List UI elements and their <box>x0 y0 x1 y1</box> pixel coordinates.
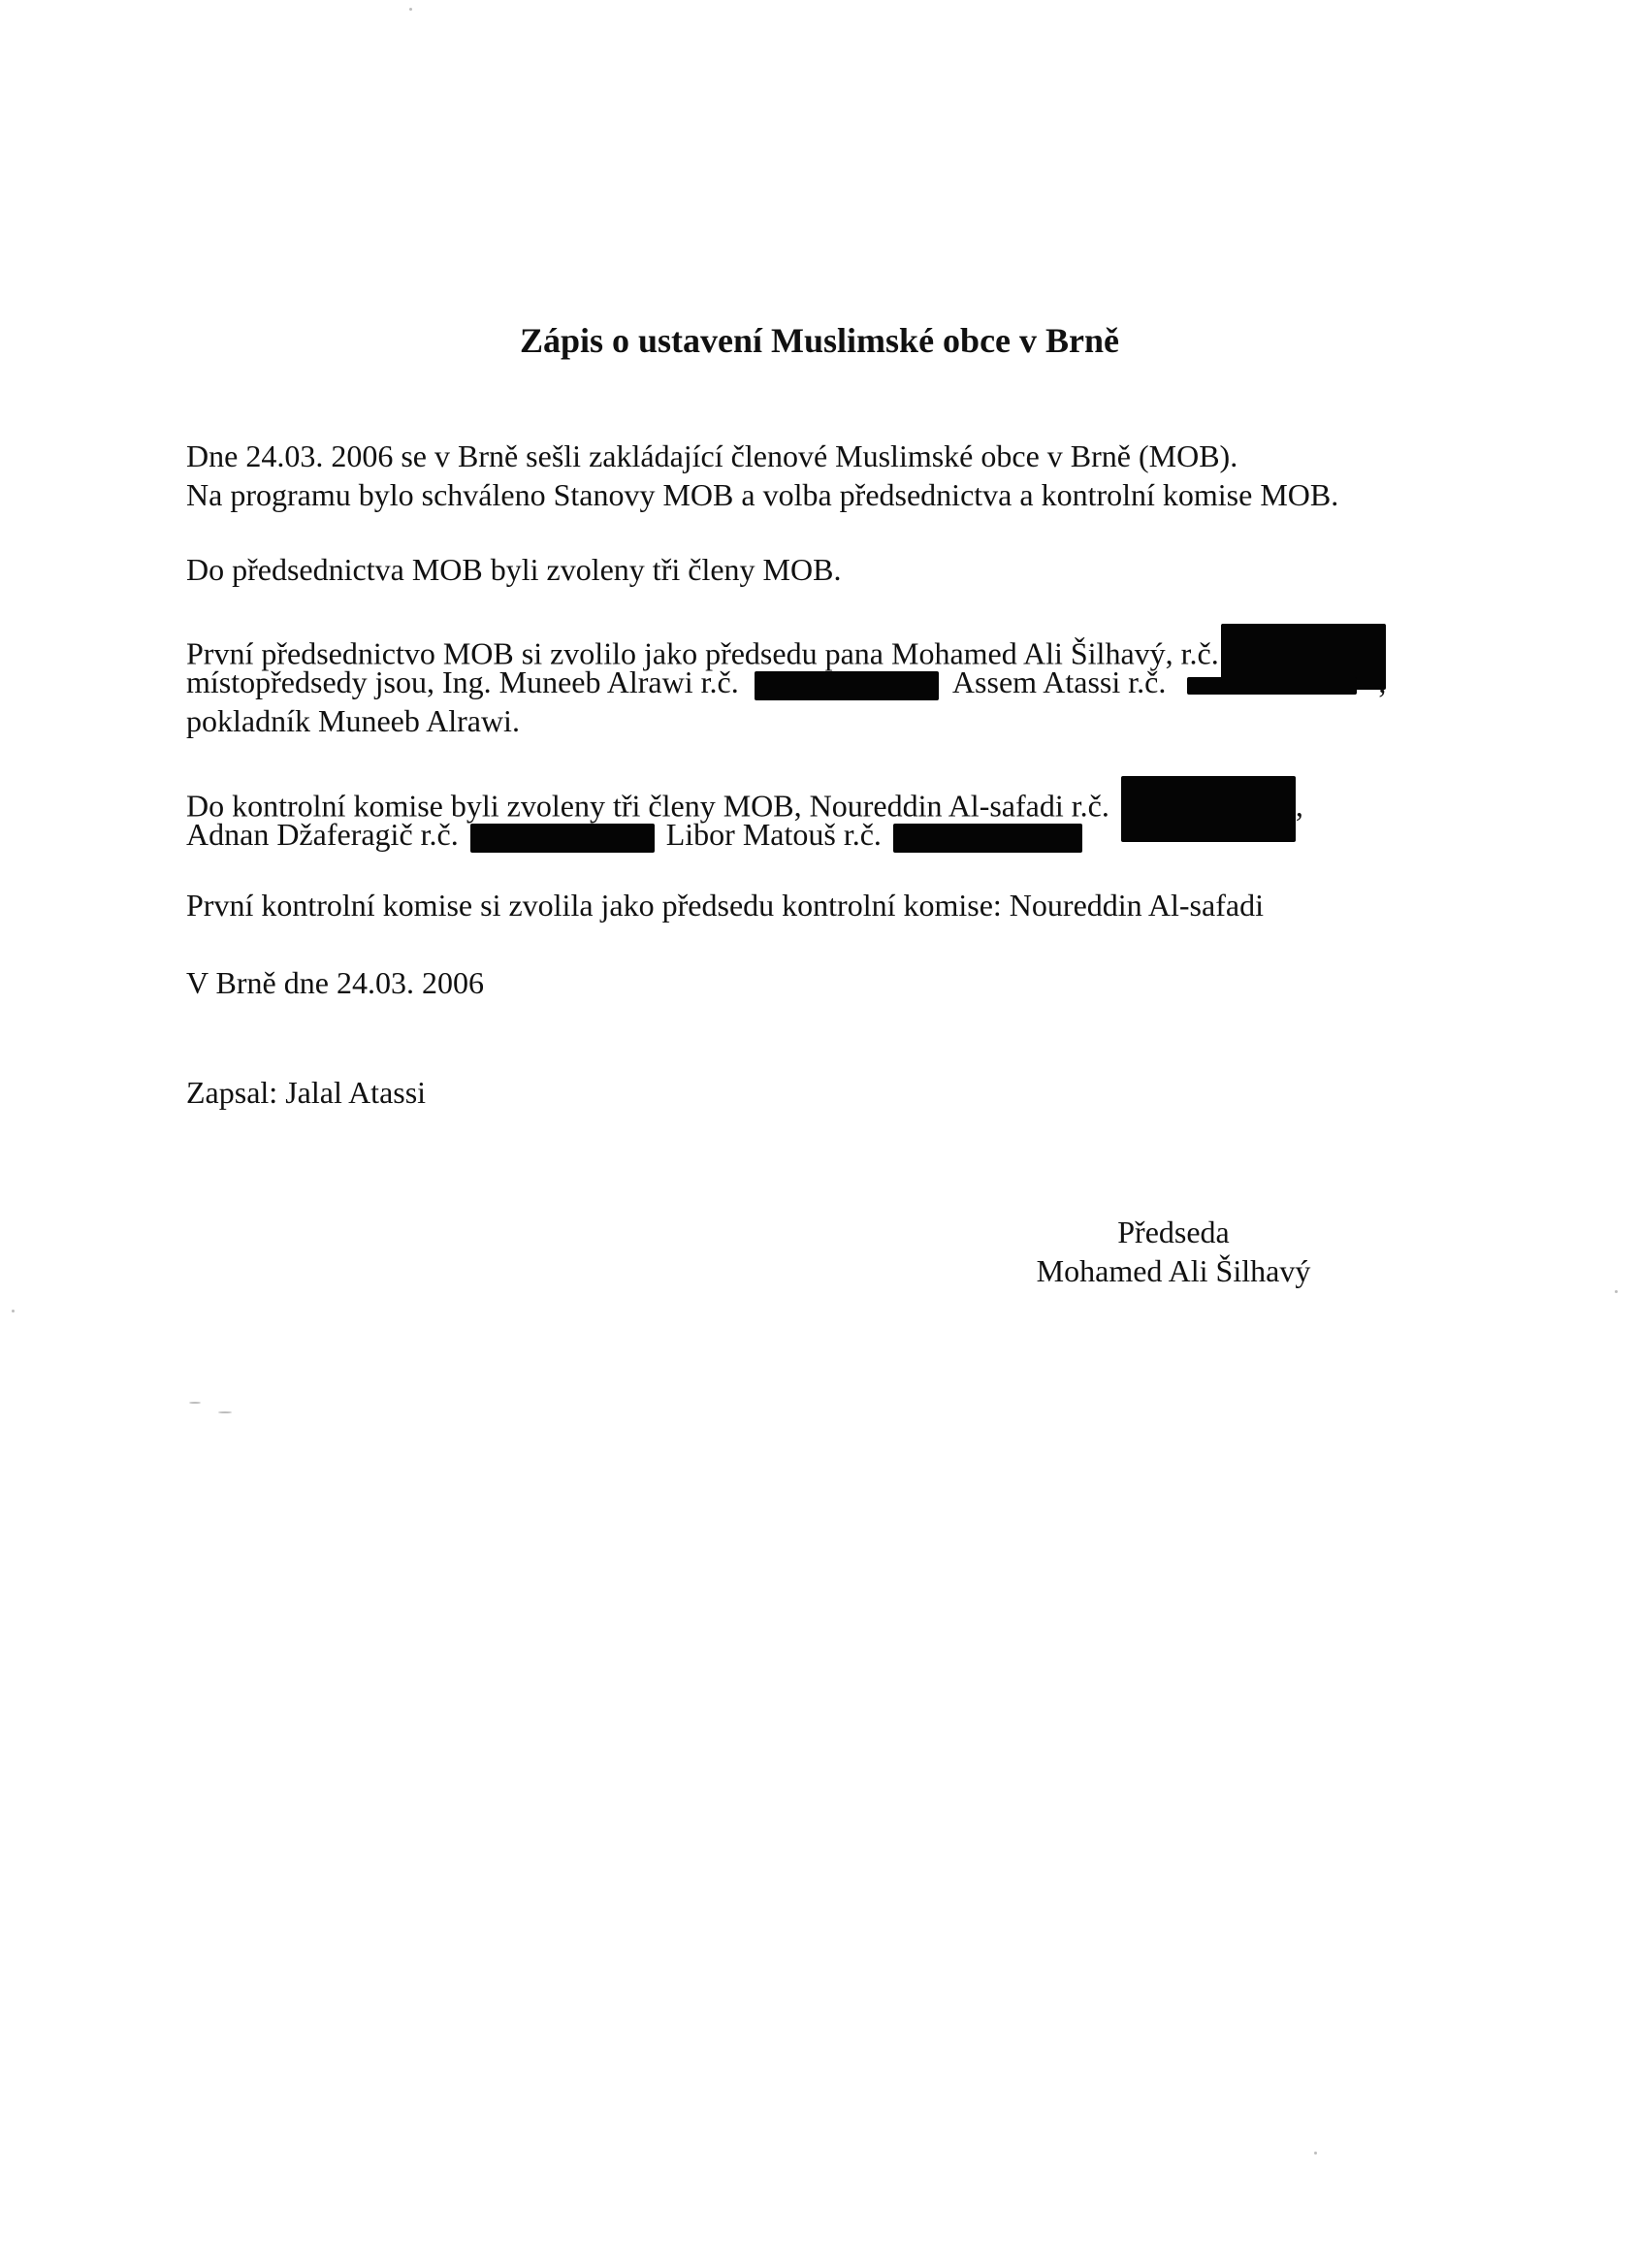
scan-speck <box>218 1411 232 1413</box>
paragraph-presidium: Do předsednictva MOB byli zvoleny tři členy MOB. <box>186 552 842 587</box>
comma: , <box>1378 664 1387 699</box>
dzaferagic-text: Adnan Džaferagič r.č. <box>186 817 459 852</box>
redacted-id-alrawi <box>755 671 939 700</box>
signature-block <box>970 1213 1377 1290</box>
scan-speck <box>12 1310 15 1312</box>
control-committee-text: Do kontrolní komise byli zvoleny tři členy MOB, Noureddin Al-safadi r.č. <box>186 788 1109 824</box>
vice-chair-text: místopředsedy jsou, Ing. Muneeb Alrawi r.č. <box>186 664 739 699</box>
redacted-id-safadi <box>1121 776 1296 842</box>
chairman-text: První předsednictvo MOB si zvolilo jako předsedu pana Mohamed Ali Šilhavý, r.č. <box>186 635 1219 671</box>
paragraph-intro-line-2: Na programu bylo schváleno Stanovy MOB a volba předsednictva a kontrolní komise MOB. <box>186 477 1339 512</box>
place-and-date: V Brně dne 24.03. 2006 <box>186 965 484 1000</box>
vice-chair-atassi-text: Assem Atassi r.č. <box>951 664 1167 699</box>
paragraph-intro-line-1: Dne 24.03. 2006 se v Brně sešli zakládající členové Muslimské obce v Brně (MOB). <box>186 438 1238 473</box>
comma: , <box>1295 788 1303 824</box>
signature-role: Předseda <box>1117 1215 1230 1249</box>
scan-speck <box>1314 2152 1317 2155</box>
scan-speck <box>1615 1290 1618 1293</box>
paragraph-control-committee-line-2 <box>186 815 1082 854</box>
paragraph-control-chair: První kontrolní komise si zvolila jako předsedu kontrolní komise: Noureddin Al-safadi <box>186 888 1264 923</box>
redacted-id-dzaferagic <box>470 824 655 853</box>
signature-name: Mohamed Ali Šilhavý <box>1036 1253 1311 1288</box>
paragraph-treasurer-line: pokladník Muneeb Alrawi. <box>186 703 520 738</box>
document-title: Zápis o ustavení Muslimské obce v Brně <box>519 321 1120 360</box>
scan-speck <box>189 1402 201 1404</box>
redacted-id-atassi <box>1187 677 1357 695</box>
paragraph-vice-chairs-line <box>186 663 1386 701</box>
redacted-id-matous <box>893 824 1082 853</box>
matous-text: Libor Matouš r.č. <box>665 817 882 852</box>
recorded-by: Zapsal: Jalal Atassi <box>186 1075 427 1110</box>
scan-speck <box>409 8 412 11</box>
